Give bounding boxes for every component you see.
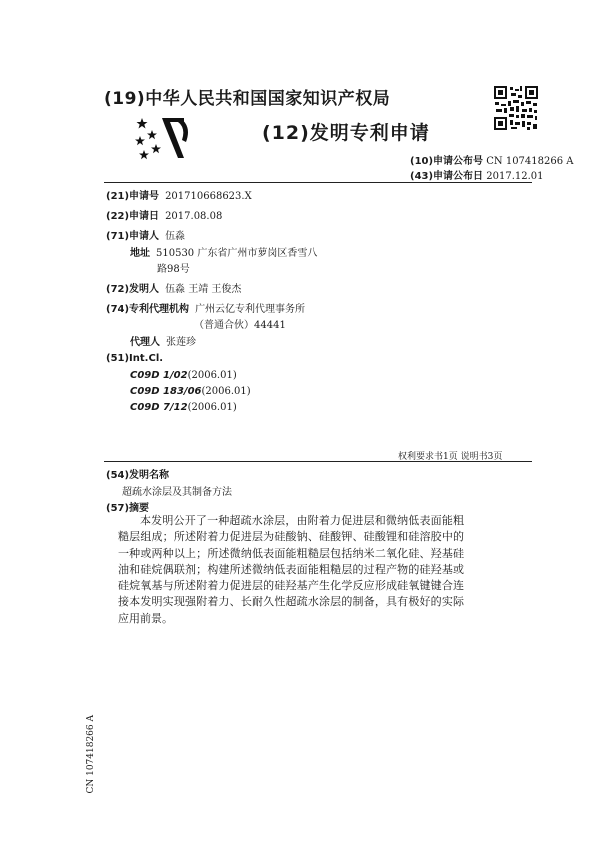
ipc-entry	[130, 370, 237, 381]
agent-label: 代理人	[130, 337, 160, 348]
application-date-row	[106, 207, 222, 222]
ipc-entry	[130, 386, 251, 397]
agency-line-2: （普通合伙）44441	[194, 320, 286, 331]
application-number-row	[106, 187, 252, 202]
application-number-label: (21)申请号	[106, 191, 160, 202]
inventor-value: 伍淼 王靖 王俊杰	[165, 284, 242, 295]
ipc-code: C09D 1/02	[130, 370, 188, 381]
agency-line-1: 广州云亿专利代理事务所	[195, 304, 306, 315]
invention-title-label: (54)发明名称	[106, 470, 170, 481]
agent-value: 张莲珍	[166, 337, 196, 348]
ipc-version: (2006.01)	[201, 386, 251, 397]
publication-number-value: CN 107418266 A	[486, 156, 574, 167]
page-count-info: 权利要求书1页 说明书3页	[398, 452, 503, 462]
agent-row	[130, 333, 196, 348]
applicant-label: (71)申请人	[106, 231, 160, 242]
address-line-1: 510530 广东省广州市萝岗区香雪八	[156, 248, 318, 259]
cnipa-logo-icon	[132, 112, 198, 168]
qr-code-icon	[493, 85, 539, 135]
header-divider	[104, 182, 532, 183]
publication-date-row	[410, 167, 544, 182]
address-row	[130, 244, 317, 259]
address-label: 地址	[130, 248, 150, 259]
ipc-code: C09D 7/12	[130, 402, 188, 413]
inventor-label: (72)发明人	[106, 284, 160, 295]
ipc-version: (2006.01)	[187, 402, 237, 413]
biblio-divider	[104, 461, 532, 462]
side-publication-number: CN 107418266 A	[86, 715, 96, 794]
ipc-label: (51)Int.Cl.	[106, 353, 164, 364]
application-number-value: 201710668623.X	[165, 191, 252, 202]
applicant-value: 伍淼	[165, 231, 186, 242]
publication-number-label: (10)申请公布号	[410, 156, 484, 167]
agency-label: (74)专利代理机构	[106, 304, 190, 315]
abstract-text: 本发明公开了一种超疏水涂层，由附着力促进层和微纳低表面能粗糙层组成；所述附着力促进层为硅酸钠、硅酸钾、硅酸锂和硅溶胶中的一种或两种以上；所述微纳低表面能粗糙层包括纳米二氧化硅、羟基硅油和硅烷偶联剂；构建所述微纳低表面能粗糙层的过程产物的硅羟基或硅烷氧基与所述附着力促进层的硅羟基产生化学反应形成硅氧键键合连接本发明实现强附着力、长耐久性超疏水涂层的制备，具有极好的实际应用前景。	[118, 514, 464, 625]
ipc-label-row	[106, 353, 163, 364]
ipc-code: C09D 183/06	[130, 386, 202, 397]
publication-number-row	[410, 152, 574, 167]
application-date-value: 2017.08.08	[165, 211, 223, 222]
title-label-row	[106, 466, 169, 481]
abstract-label-row	[106, 499, 149, 514]
agency-row	[106, 300, 305, 315]
ipc-entry	[130, 402, 237, 413]
issuing-office: (19)中华人民共和国国家知识产权局	[104, 89, 391, 109]
ipc-version: (2006.01)	[187, 370, 237, 381]
applicant-row	[106, 227, 185, 242]
publication-date-value: 2017.12.01	[486, 171, 544, 182]
abstract-label: (57)摘要	[106, 503, 150, 514]
address-line-2: 路98号	[157, 264, 190, 275]
publication-date-label: (43)申请公布日	[410, 171, 484, 182]
inventor-row	[106, 280, 241, 295]
invention-title: 超疏水涂层及其制备方法	[122, 487, 232, 498]
application-date-label: (22)申请日	[106, 211, 160, 222]
document-type-heading: (12)发明专利申请	[262, 122, 430, 144]
